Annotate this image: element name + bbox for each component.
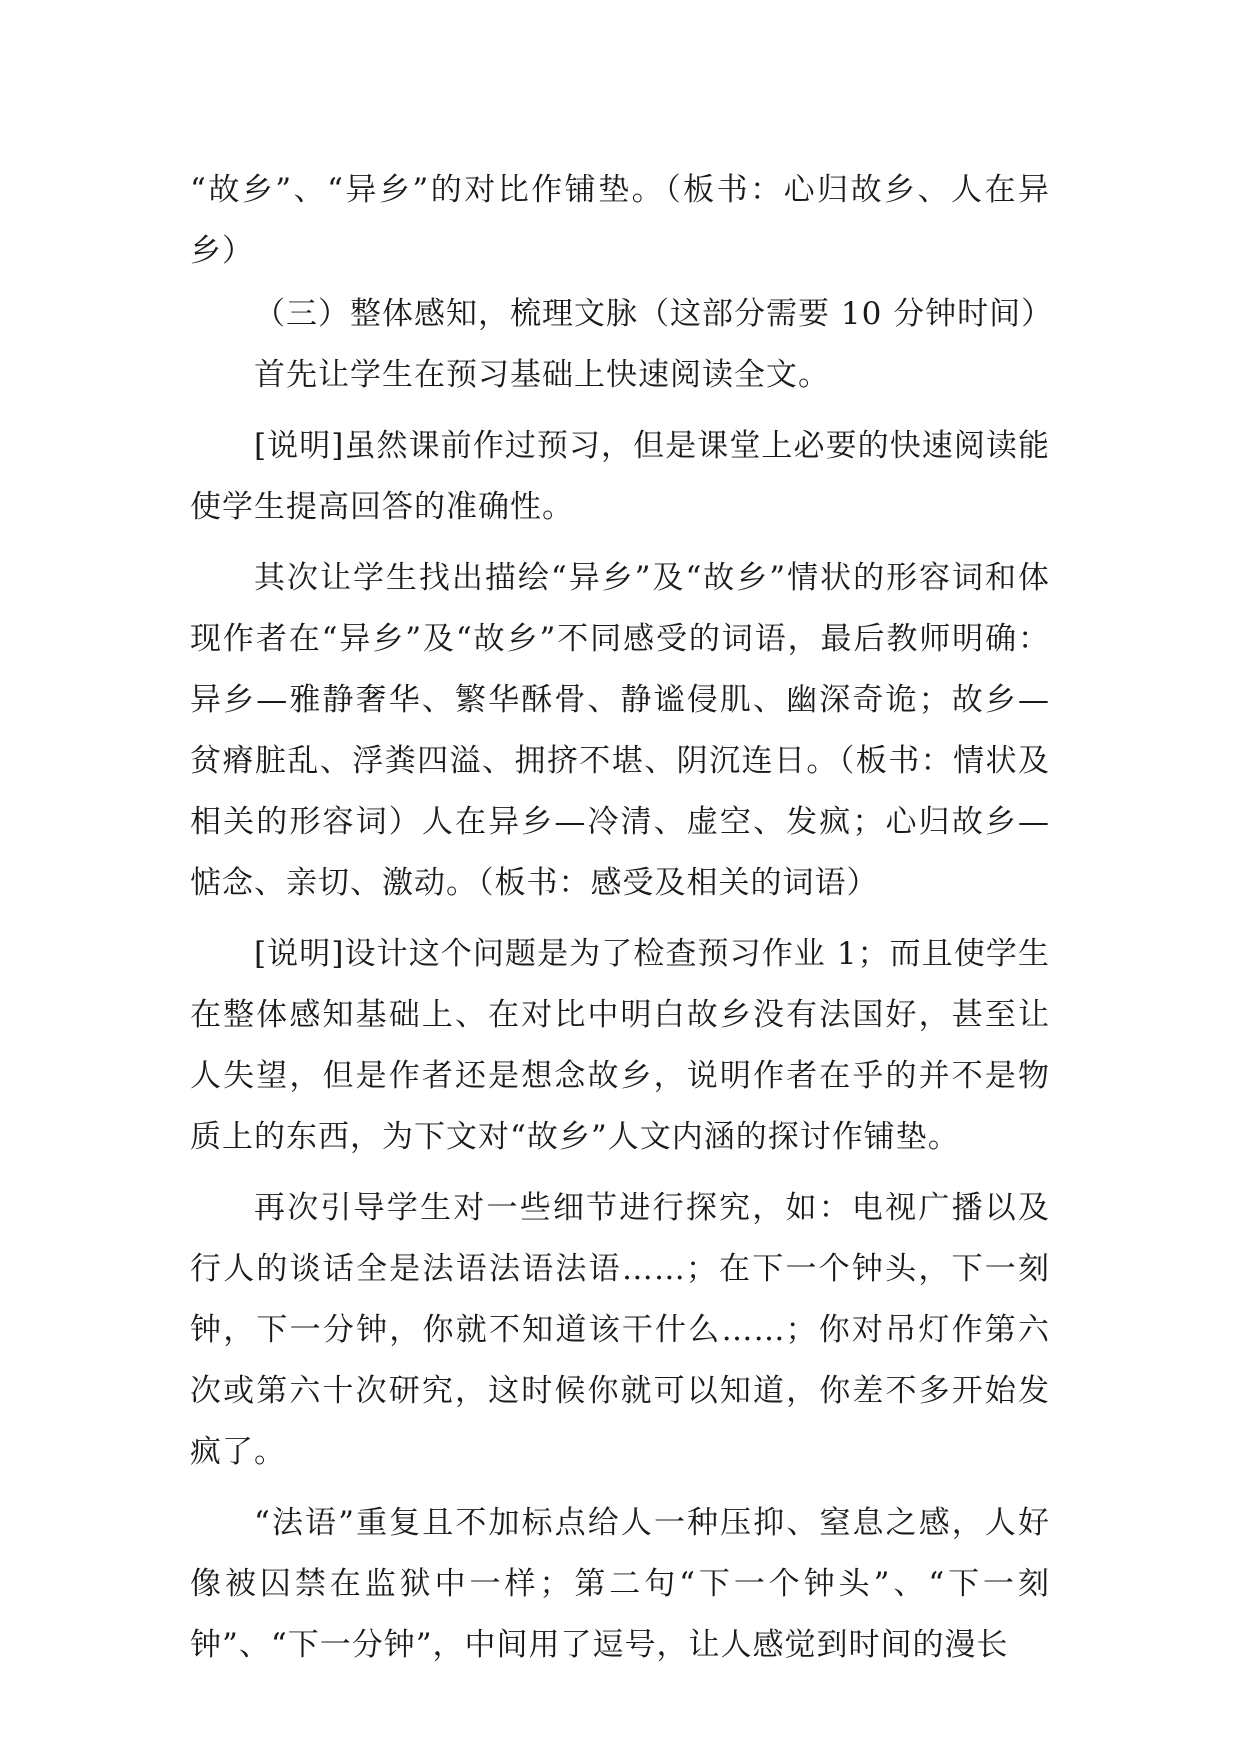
paragraph: 再次引导学生对一些细节进行探究，如：电视广播以及行人的谈话全是法语法语法语……；在下一个钟头，下一刻钟，下一分钟，你就不知道该干什么……；你对吊灯作第六次或第六十次研究，这时候你就可以知道，你差不多开始发疯了。 [190,1190,1050,1470]
paragraph: 首先让学生在预习基础上快速阅读全文。 [254,357,830,393]
paragraph-note: [说明]虽然课前作过预习，但是课堂上必要的快速阅读能使学生提高回答的准确性。 [190,428,1050,525]
paragraph: “法语”重复且不加标点给人一种压抑、窒息之感，人好像被囚禁在监狱中一样；第二句“下一个钟头”、“下一刻钟”、“下一分钟”，中间用了逗号，让人感觉到时间的漫长 [190,1505,1050,1663]
paragraph-continuation: “故乡”、“异乡”的对比作铺垫。（板书：心归故乡、人在异乡） [190,172,1050,269]
paragraph-note: [说明]设计这个问题是为了检查预习作业 1；而且使学生在整体感知基础上、在对比中明白故乡没有法国好，甚至让人失望，但是作者还是想念故乡，说明作者在乎的并不是物质上的东西，为下文对“故乡”人文内涵的探讨作铺垫。 [190,936,1050,1155]
section-heading: （三）整体感知，梳理文脉（这部分需要 10 分钟时间） [254,296,1054,332]
paragraph: 其次让学生找出描绘“异乡”及“故乡”情状的形容词和体现作者在“异乡”及“故乡”不同感受的词语，最后教师明确：异乡—雅静奢华、繁华酥骨、静谧侵肌、幽深奇诡；故乡—贫瘠脏乱、浮粪四溢、拥挤不堪、阴沉连日。（板书：情状及相关的形容词）人在异乡—冷清、虚空、发疯；心归故乡—惦念、亲切、激动。（板书：感受及相关的词语） [190,560,1050,901]
document-body [190,160,1054,1676]
